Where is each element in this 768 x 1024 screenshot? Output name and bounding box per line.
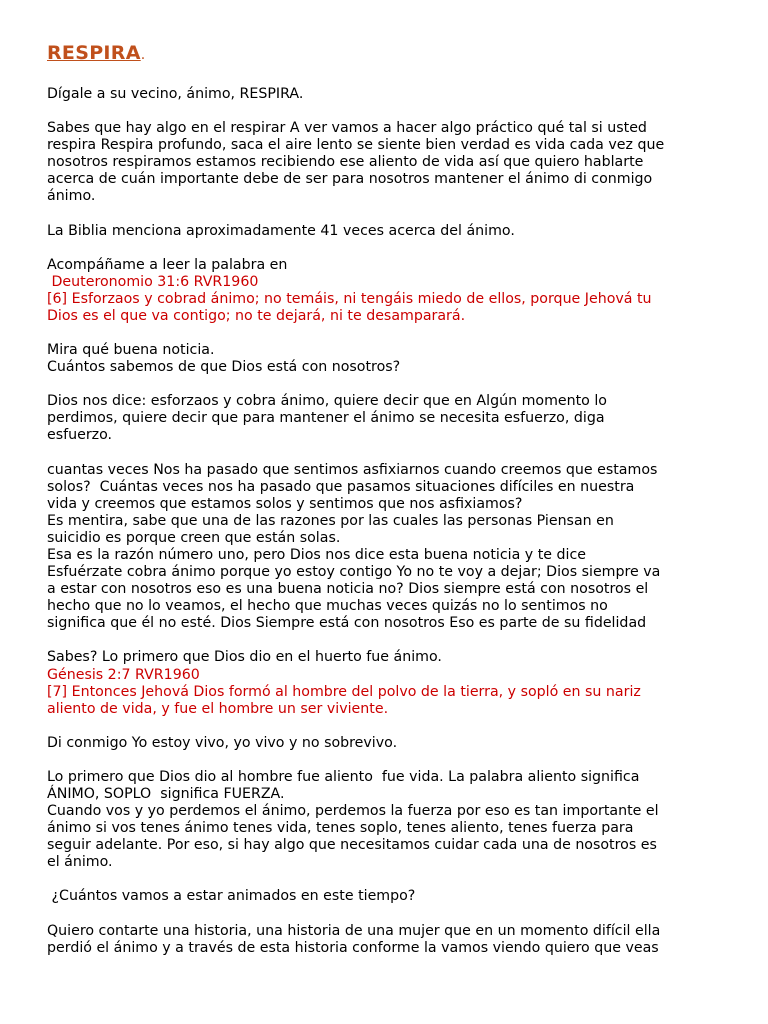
paragraph — [47, 888, 727, 905]
text-line: nosotros respiramos estamos recibiendo ese aliento de vida así que quiero hablarte — [47, 154, 644, 171]
text-line: Es mentira, sabe que una de las razones por las cuales las personas Piensan en — [47, 512, 614, 529]
text-line: Cuando vos y yo perdemos el ánimo, perdemos la fuerza por eso es tan importante el — [47, 803, 659, 820]
text-line: perdió el ánimo y a través de esta historia conforme la vamos viendo quiero que veas — [47, 939, 659, 956]
scripture-line: aliento de vida, y fue el hombre un ser viviente. — [47, 700, 389, 717]
text-line: Sabes que hay algo en el respirar A ver vamos a hacer algo práctico qué tal si usted — [47, 120, 647, 137]
text-line: esfuerzo. — [47, 427, 113, 444]
text-line: Dios nos dice: esforzaos y cobra ánimo, quiere decir que en Algún momento lo — [47, 393, 607, 410]
title-period: . — [140, 47, 146, 63]
scripture-line: [7] Entonces Jehová Dios formó al hombre del polvo de la tierra, y sopló en su nariz — [47, 683, 641, 700]
paragraph — [47, 735, 727, 752]
text-line: perdimos, quiere decir que para mantener el ánimo se necesita esfuerzo, diga — [47, 410, 605, 427]
text-line: solos? Cuántas veces nos ha pasado que pasamos situaciones difíciles en nuestra — [47, 478, 635, 495]
document-page — [47, 40, 727, 974]
paragraph — [47, 923, 727, 957]
text-line: Quiero contarte una historia, una historia de una mujer que en un momento difícil ella — [47, 922, 661, 939]
text-line: Di conmigo Yo estoy vivo, yo vivo y no sobrevivo. — [47, 734, 398, 751]
text-line: Mira qué buena noticia. — [47, 342, 215, 359]
text-line: Lo primero que Dios dio al hombre fue aliento fue vida. La palabra aliento significa — [47, 768, 640, 785]
text-line: ánimo. — [47, 188, 96, 205]
text-line: Sabes? Lo primero que Dios dio en el huerto fue ánimo. — [47, 649, 442, 666]
text-line: Acompáñame a leer la palabra en — [47, 256, 288, 273]
paragraph — [47, 257, 727, 325]
text-line: Cuántos sabemos de que Dios está con nosotros? — [47, 359, 401, 376]
text-line: hecho que no lo veamos, el hecho que muchas veces quizás no lo sentimos no — [47, 598, 608, 615]
text-line: ánimo si vos tenes ánimo tenes vida, tenes soplo, tenes aliento, tenes fuerza para — [47, 820, 634, 837]
paragraph — [47, 342, 727, 376]
text-line: La Biblia menciona aproximadamente 41 veces acerca del ánimo. — [47, 222, 515, 239]
paragraph — [47, 223, 727, 240]
paragraph — [47, 120, 727, 205]
text-line: vida y creemos que estamos solos y sentimos que nos asfixiamos? — [47, 495, 523, 512]
document-body — [47, 86, 727, 957]
scripture-line: Deuteronomio 31:6 RVR1960 — [47, 273, 259, 290]
text-line: acerca de cuán importante debe de ser para nosotros mantener el ánimo di conmigo — [47, 171, 653, 188]
text-line: seguir adelante. Por eso, si hay algo que necesitamos cuidar cada una de nosotros es — [47, 837, 657, 854]
scripture-line: Génesis 2:7 RVR1960 — [47, 666, 200, 683]
scripture-line: Dios es el que va contigo; no te dejará, ni te desamparará. — [47, 307, 466, 324]
paragraph — [47, 462, 727, 633]
text-line: suicidio es porque creen que están solas. — [47, 529, 341, 546]
paragraph — [47, 393, 727, 444]
text-line: Esa es la razón número uno, pero Dios nos dice esta buena noticia y te dice — [47, 546, 586, 563]
paragraph — [47, 86, 727, 103]
text-line: el ánimo. — [47, 854, 113, 871]
paragraph — [47, 649, 727, 717]
text-line: Esfuérzate cobra ánimo porque yo estoy contigo Yo no te voy a dejar; Dios siempre va — [47, 564, 661, 581]
text-line: Dígale a su vecino, ánimo, RESPIRA. — [47, 86, 304, 102]
text-line: respira Respira profundo, saca el aire lento se siente bien verdad es vida cada vez que — [47, 137, 665, 154]
text-line: cuantas veces Nos ha pasado que sentimos asfixiarnos cuando creemos que estamos — [47, 461, 658, 478]
text-line: significa que él no esté. Dios Siempre está con nosotros Eso es parte de su fidelidad — [47, 615, 647, 632]
scripture-line: [6] Esforzaos y cobrad ánimo; no temáis, ni tengáis miedo de ellos, porque Jehová tu — [47, 290, 652, 307]
text-line: a estar con nosotros eso es una buena noticia no? Dios siempre está con nosotros el — [47, 581, 649, 598]
document-title: RESPIRA — [47, 42, 141, 64]
title-line — [47, 40, 727, 68]
text-line: ¿Cuántos vamos a estar animados en este tiempo? — [47, 888, 416, 905]
text-line: ÁNIMO, SOPLO significa FUERZA. — [47, 786, 285, 802]
paragraph — [47, 769, 727, 872]
